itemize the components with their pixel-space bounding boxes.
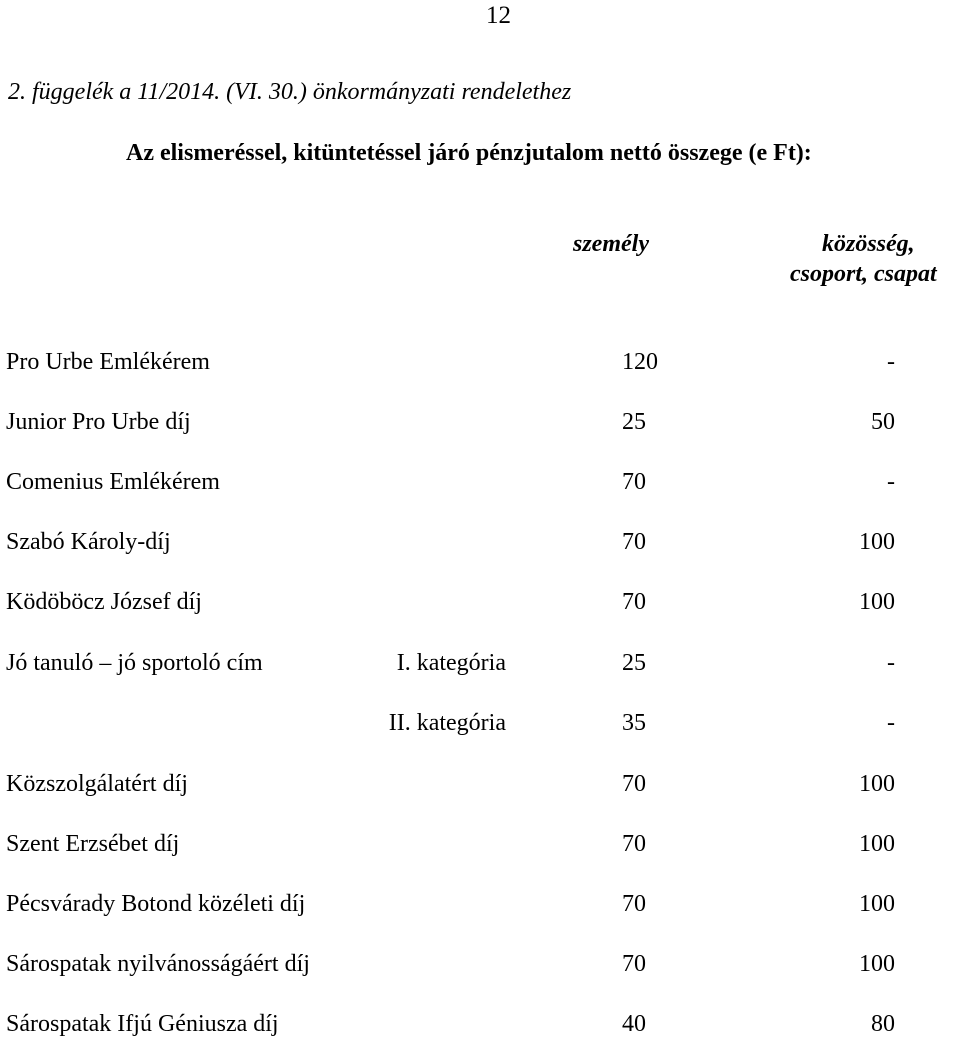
award-name: Junior Pro Urbe díj: [6, 409, 191, 435]
amount-community: 100: [859, 529, 895, 555]
amount-person: 70: [622, 831, 646, 857]
amount-community: 100: [859, 589, 895, 615]
amount-community: 100: [859, 951, 895, 977]
award-name: Szent Erzsébet díj: [6, 831, 180, 857]
table-row: [0, 410, 960, 440]
award-name: Ködöböcz József díj: [6, 589, 202, 615]
award-name: Szabó Károly-díj: [6, 529, 171, 555]
table-row: [0, 1012, 960, 1042]
amount-person: 35: [622, 710, 646, 736]
award-name: Sárospatak nyilvánosságáért díj: [6, 951, 310, 977]
amount-community: -: [887, 710, 895, 736]
table-row: [0, 952, 960, 982]
award-name: Pro Urbe Emlékérem: [6, 349, 210, 375]
amount-community: -: [887, 349, 895, 375]
amount-person: 40: [622, 1011, 646, 1037]
amount-community: 80: [871, 1011, 895, 1037]
award-category: I. kategória: [396, 650, 506, 676]
amount-community: 50: [871, 409, 895, 435]
amount-person: 70: [622, 771, 646, 797]
amount-person: 70: [622, 529, 646, 555]
amount-person: 120: [622, 349, 658, 375]
award-name: Comenius Emlékérem: [6, 469, 220, 495]
amount-community: -: [887, 650, 895, 676]
column-header-person: személy: [573, 231, 649, 257]
amount-community: 100: [859, 771, 895, 797]
table-row: [0, 651, 960, 681]
table-row: [0, 590, 960, 620]
amount-person: 70: [622, 469, 646, 495]
table-row: [0, 350, 960, 380]
amount-community: 100: [859, 891, 895, 917]
award-name: Pécsvárady Botond közéleti díj: [6, 891, 306, 917]
award-name: Sárospatak Ifjú Géniusza díj: [6, 1011, 279, 1037]
amount-community: -: [887, 469, 895, 495]
amount-person: 25: [622, 650, 646, 676]
amount-person: 25: [622, 409, 646, 435]
table-row: [0, 470, 960, 500]
table-row: [0, 892, 960, 922]
amount-community: 100: [859, 831, 895, 857]
amount-person: 70: [622, 891, 646, 917]
appendix-title: 2. függelék a 11/2014. (VI. 30.) önkormányzati rendelethez: [8, 79, 572, 105]
table-row: [0, 772, 960, 802]
column-header-community: közösség,: [822, 231, 915, 257]
amount-person: 70: [622, 589, 646, 615]
table-row: [0, 530, 960, 560]
award-name: Közszolgálatért díj: [6, 771, 188, 797]
table-row: [0, 711, 960, 741]
column-header-community-cont: csoport, csapat: [790, 261, 937, 287]
amount-person: 70: [622, 951, 646, 977]
table-row: [0, 832, 960, 862]
award-category: II. kategória: [388, 710, 506, 736]
award-name: Jó tanuló – jó sportoló cím: [6, 650, 263, 676]
page-number: 12: [486, 2, 511, 29]
document-heading: Az elismeréssel, kitüntetéssel járó pénzjutalom nettó összege (e Ft):: [126, 140, 812, 166]
